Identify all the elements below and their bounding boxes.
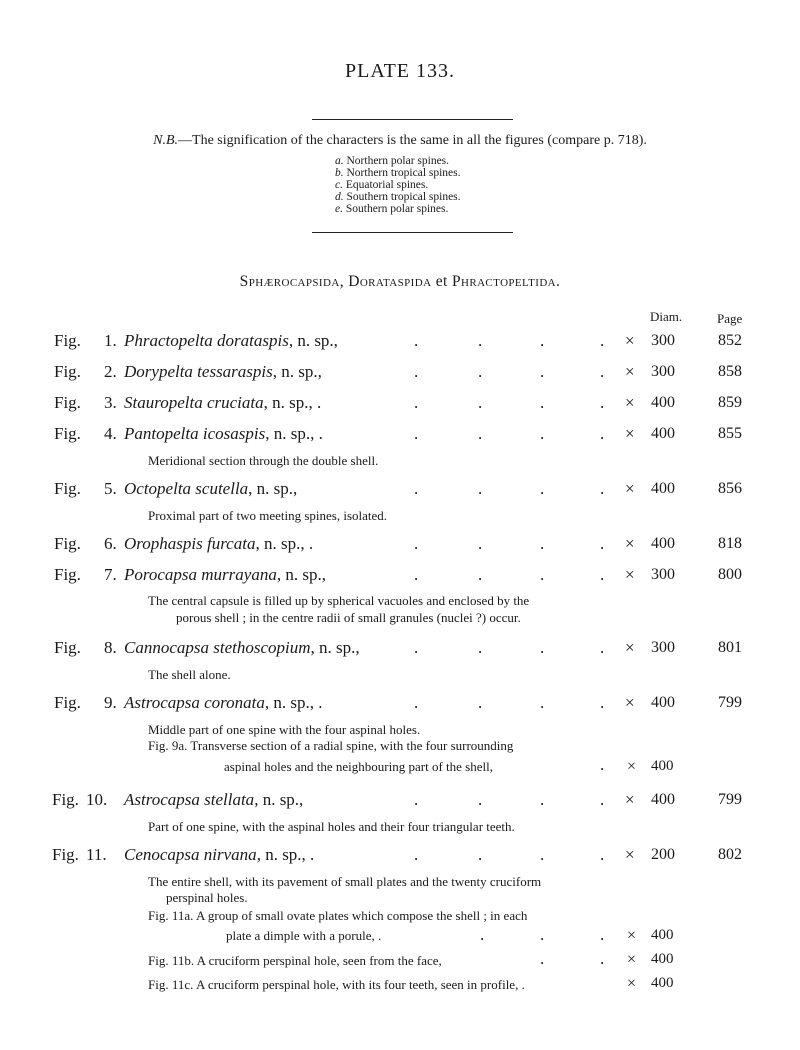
figure-page: 802 [718, 846, 742, 863]
subfigure-text: aspinal holes and the neighbouring part of the shell, [224, 759, 493, 774]
subfigure-text: A cruciform perspinal hole, seen from the face, [196, 953, 442, 968]
leader-dot: . [540, 925, 545, 944]
figure-diam: 300 [651, 363, 675, 380]
nb-prefix: N.B. [153, 133, 179, 148]
figure-species: is [277, 331, 289, 350]
figure-diam: 300 [651, 566, 675, 583]
figure-page: 818 [718, 535, 742, 552]
figure-page: 800 [718, 566, 742, 583]
leader-dot: . [414, 331, 419, 350]
figure-label: Fig. [54, 424, 81, 443]
figure-description: The central capsule is filled up by spherical vacuoles and enclosed by the [148, 593, 530, 608]
figure-label: Fig. [54, 534, 81, 553]
magnification-sign: × [625, 479, 635, 498]
leader-dot: . [600, 534, 605, 553]
figure-description: Part of one spine, with the aspinal holes and their four triangular teeth. [148, 819, 515, 834]
subfigure-text: plate a dimple with a porule, . [226, 928, 382, 943]
figure-page: 855 [718, 425, 742, 442]
figure-genus: Astrocapsa stellata [124, 790, 255, 809]
figure-diam: 400 [651, 394, 675, 411]
figure-description: The shell alone. [148, 667, 231, 682]
figure-description: Middle part of one spine with the four aspinal holes. [148, 722, 421, 737]
figure-genus: Porocapsa murrayana [124, 565, 277, 584]
leader-dot: . [414, 693, 419, 712]
figure-suffix: , n. sp., [276, 565, 326, 584]
figure-number: 10. [86, 790, 108, 809]
leader-dot: . [478, 479, 483, 498]
figure-number: 3. [104, 393, 117, 412]
leader-dot: . [414, 845, 419, 864]
column-heading-diam: Diam. [650, 309, 683, 324]
magnification-sign: × [627, 927, 637, 944]
leader-dot: . [540, 638, 545, 657]
leader-dot: . [414, 534, 419, 553]
figure-genus: Dorypelta tessaraspis [124, 362, 273, 381]
subfigure-text: A group of small ovate plates which compose the shell ; in each [195, 908, 528, 923]
figure-suffix: , n. sp., [254, 790, 304, 809]
leader-dot: . [478, 638, 483, 657]
leader-dot: . [600, 790, 605, 809]
leader-dot: . [600, 424, 605, 443]
leader-dot: . [414, 638, 419, 657]
leader-dot: . [600, 638, 605, 657]
figure-genus: Cenocapsa nirvana [124, 845, 257, 864]
figure-suffix: , n. sp., [248, 479, 298, 498]
leader-dot: . [414, 393, 419, 412]
leader-dot: . [600, 925, 605, 944]
legend-text: Equatorial spines. [345, 179, 429, 191]
magnification-sign: × [627, 975, 637, 992]
figure-suffix: , n. sp., . [265, 424, 323, 443]
figure-genus: Orophaspis furcata [124, 534, 256, 553]
magnification-sign: × [627, 951, 637, 968]
figure-label: Fig. [54, 638, 81, 657]
leader-dot: . [414, 479, 419, 498]
figure-page: 856 [718, 480, 742, 497]
leader-dot: . [600, 479, 605, 498]
leader-dot: . [478, 790, 483, 809]
subfigure-diam: 400 [651, 927, 674, 943]
leader-dot: . [540, 790, 545, 809]
figure-diam: 200 [651, 846, 675, 863]
figure-number: 6. [104, 534, 117, 553]
leader-dot: . [540, 565, 545, 584]
figure-diam: 400 [651, 425, 675, 442]
figure-suffix: , n. sp., [272, 362, 322, 381]
figure-page: 858 [718, 363, 742, 380]
leader-dot: . [480, 925, 485, 944]
plate-title: PLATE 133. [345, 60, 455, 82]
section-end: . [556, 273, 561, 290]
leader-dot: . [600, 949, 605, 968]
magnification-sign: × [625, 424, 635, 443]
legend-letter: d. [335, 191, 344, 203]
subfigure-label: Fig. 11c. [148, 977, 194, 992]
figure-suffix: , n. sp., . [256, 845, 315, 864]
figure-number: 5. [104, 479, 117, 498]
figure-diam: 400 [651, 480, 675, 497]
nb-text: —The signification of the characters is the same in all the figures (compare p. 718). [178, 133, 647, 148]
figure-number: 2. [104, 362, 117, 381]
leader-dot: . [600, 845, 605, 864]
legend-text: Southern tropical spines. [346, 191, 461, 203]
subfigure-diam: 400 [651, 758, 674, 774]
figure-label: Fig. [54, 565, 81, 584]
leader-dot: . [600, 331, 605, 350]
figure-page: 799 [718, 791, 742, 808]
figure-label: Fig. [54, 479, 81, 498]
leader-dot: . [540, 845, 545, 864]
leader-dot: . [600, 362, 605, 381]
figure-genus: Pantopelta icosaspis [124, 424, 266, 443]
leader-dot: . [540, 949, 545, 968]
legend-letter: c. [335, 179, 343, 191]
figure-diam: 300 [651, 639, 675, 656]
figure-label: Fig. [54, 362, 81, 381]
magnification-sign: × [625, 693, 635, 712]
section-part: Sphærocapsida [239, 273, 340, 290]
subfigure-label: Fig. 11a. [148, 908, 194, 923]
leader-dot: . [600, 755, 605, 774]
magnification-sign: × [627, 758, 637, 775]
subfigure-diam: 400 [651, 951, 674, 967]
figure-description: Meridional section through the double shell. [148, 453, 379, 468]
figure-label: Fig. [54, 693, 81, 712]
leader-dot: . [478, 534, 483, 553]
figure-suffix: , n. sp., [288, 331, 338, 350]
magnification-sign: × [625, 331, 635, 350]
magnification-sign: × [625, 565, 635, 584]
magnification-sign: × [625, 790, 635, 809]
legend-text: Northern tropical spines. [346, 167, 461, 179]
figure-number: 4. [104, 424, 117, 443]
figure-description: The entire shell, with its pavement of small plates and the twenty cruciform [148, 874, 542, 889]
legend-text: Northern polar spines. [346, 155, 450, 167]
subfigure-diam: 400 [651, 975, 674, 991]
figure-suffix: , n. sp., . [255, 534, 314, 553]
figure-number: 7. [104, 565, 117, 584]
figure-suffix: , n. sp., [310, 638, 360, 657]
leader-dot: . [414, 424, 419, 443]
leader-dot: . [478, 424, 483, 443]
figure-label: Fig. [52, 790, 79, 809]
figure-diam: 300 [651, 332, 675, 349]
figure-page: 799 [718, 694, 742, 711]
figure-diam: 400 [651, 535, 675, 552]
figure-genus: Astrocapsa coronata [124, 693, 265, 712]
legend-letter: e. [335, 203, 343, 215]
figure-number: 9. [104, 693, 117, 712]
figure-number: 8. [104, 638, 117, 657]
legend-text: Southern polar spines. [345, 203, 449, 215]
legend-letter: b. [335, 167, 344, 179]
section-sep: , [339, 273, 349, 290]
figure-suffix: , n. sp., . [263, 393, 322, 412]
figure-page: 801 [718, 639, 742, 656]
section-part: Dorataspida [348, 273, 432, 290]
section-part: Phractopeltida [451, 273, 557, 290]
leader-dot: . [600, 393, 605, 412]
leader-dot: . [478, 331, 483, 350]
figure-label: Fig. [54, 331, 81, 350]
leader-dot: . [478, 845, 483, 864]
magnification-sign: × [625, 845, 635, 864]
figure-genus: Cannocapsa stethoscopium [124, 638, 311, 657]
leader-dot: . [478, 362, 483, 381]
magnification-sign: × [625, 362, 635, 381]
legend-letter: a. [335, 155, 344, 167]
figure-label: Fig. [52, 845, 79, 864]
leader-dot: . [414, 790, 419, 809]
leader-dot: . [478, 693, 483, 712]
subfigure-text: Transverse section of a radial spine, with the four surrounding [190, 738, 514, 753]
leader-dot: . [600, 565, 605, 584]
leader-dot: . [478, 393, 483, 412]
figure-page: 852 [718, 332, 742, 349]
figure-diam: 400 [651, 694, 675, 711]
magnification-sign: × [625, 534, 635, 553]
section-sep: et [431, 273, 452, 290]
figure-number: 1. [104, 331, 117, 350]
leader-dot: . [540, 393, 545, 412]
subfigure-label: Fig. 9a. [148, 738, 188, 753]
leader-dot: . [540, 534, 545, 553]
magnification-sign: × [625, 638, 635, 657]
leader-dot: . [600, 693, 605, 712]
leader-dot: . [540, 479, 545, 498]
figure-description: perspinal holes. [166, 890, 248, 905]
figure-genus: Octopelta scutella [124, 479, 249, 498]
figure-diam: 400 [651, 791, 675, 808]
figure-suffix: , n. sp., . [264, 693, 323, 712]
leader-dot: . [478, 565, 483, 584]
leader-dot: . [540, 693, 545, 712]
subfigure-text: A cruciform perspinal hole, with its four teeth, seen in profile, . [195, 977, 525, 992]
figure-page: 859 [718, 394, 742, 411]
leader-dot: . [414, 362, 419, 381]
figure-genus: Stauropelta cruciata [124, 393, 264, 412]
leader-dot: . [540, 424, 545, 443]
figure-description: porous shell ; in the centre radii of small granules (nuclei ?) occur. [176, 610, 521, 625]
figure-number: 11. [86, 845, 107, 864]
leader-dot: . [540, 362, 545, 381]
leader-dot: . [540, 331, 545, 350]
column-heading-page: Page [717, 311, 743, 326]
magnification-sign: × [625, 393, 635, 412]
figure-label: Fig. [54, 393, 81, 412]
figure-description: Proximal part of two meeting spines, isolated. [148, 508, 388, 523]
figure-genus: Phractopelta doratasp [124, 331, 278, 350]
leader-dot: . [414, 565, 419, 584]
subfigure-label: Fig. 11b. [148, 953, 195, 968]
